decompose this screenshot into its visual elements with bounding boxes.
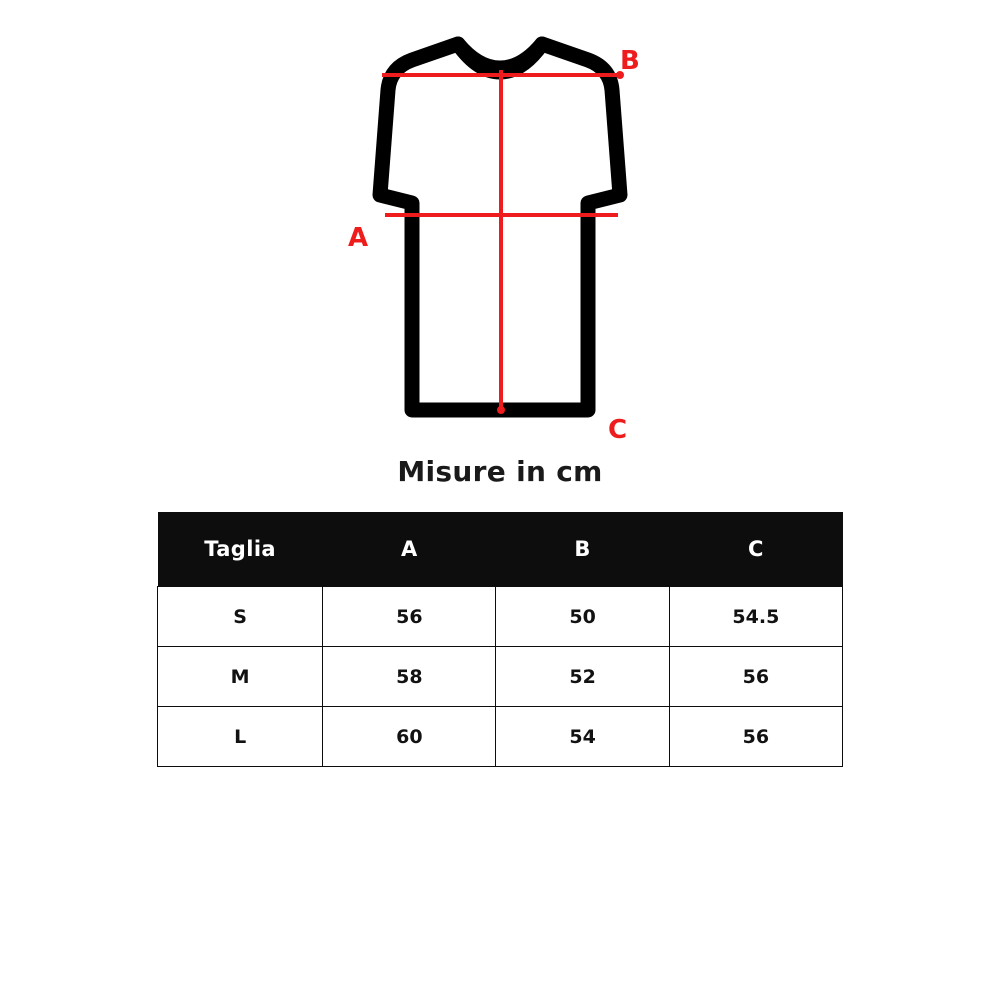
column-header-size: Taglia	[158, 512, 323, 587]
t-shirt-measurement-diagram	[270, 20, 730, 445]
dimension-label-b: B	[620, 46, 640, 76]
cell-size: L	[158, 707, 323, 767]
measurement-unit-caption: Misure in cm	[397, 455, 603, 488]
cell-size: S	[158, 587, 323, 647]
size-table	[157, 512, 843, 767]
t-shirt-icon	[270, 20, 730, 440]
column-header-b: B	[496, 512, 669, 587]
table-header-row	[158, 512, 843, 587]
column-header-a: A	[323, 512, 496, 587]
cell-c: 56	[669, 707, 842, 767]
cell-a: 60	[323, 707, 496, 767]
cell-c: 56	[669, 647, 842, 707]
table-row	[158, 587, 843, 647]
dimension-label-c: C	[608, 415, 628, 445]
cell-a: 58	[323, 647, 496, 707]
cell-b: 52	[496, 647, 669, 707]
column-header-c: C	[669, 512, 842, 587]
size-table-header	[158, 512, 843, 587]
cell-b: 50	[496, 587, 669, 647]
cell-a: 56	[323, 587, 496, 647]
table-row	[158, 707, 843, 767]
dimension-label-a: A	[348, 223, 369, 253]
table-row	[158, 647, 843, 707]
cell-c: 54.5	[669, 587, 842, 647]
measure-tick-c-end	[497, 406, 505, 414]
shirt-collar-path	[458, 44, 542, 72]
cell-size: M	[158, 647, 323, 707]
cell-b: 54	[496, 707, 669, 767]
size-table-body	[158, 587, 843, 767]
